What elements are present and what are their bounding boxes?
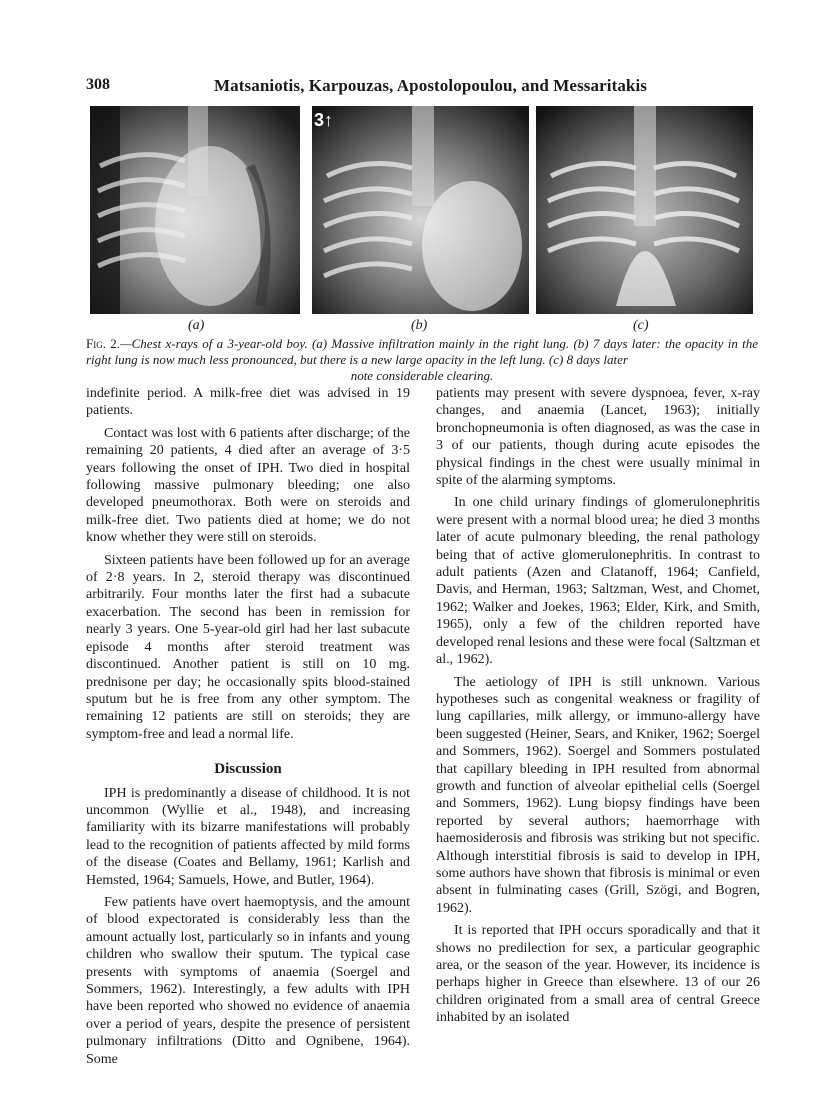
- left-column: [86, 385, 410, 1068]
- paragraph: Sixteen patients have been followed up for an average of 2·8 years. In 2, steroid therapy was discontinued arbitrarily. Four months later the first had a subacute exacerbation. The second has been in remission for nearly 3 years. One 5-year-old girl had her last subacute episode 4 months after steroid treatment was discontinued. Another patient is still on 10 mg. prednisone per day; he occasionally spits blood-stained sputum but he is free from any other symptom. The remaining 12 patients are still on steroids; they are symptom-free and lead a normal life.: [86, 552, 410, 742]
- caption-text-end: note considerable clearing.: [350, 368, 494, 383]
- section-heading: Discussion: [214, 761, 282, 778]
- page-header: [86, 76, 746, 100]
- paragraph: patients may present with severe dyspnoea, fever, x-ray changes, and anaemia (Lancet, 1963); initially bronchopneumonia is often diagnosed, as was the case in 3 of our patients, though during acute episodes the physical findings in the chest were usually minimal in spite of the alarming symptoms.: [436, 386, 760, 489]
- paragraph: In one child urinary findings of glomerulonephritis were present with a normal blood urea; he died 3 months later of acute pulmonary bleeding, the renal pathology being that of active glomerulonephritis. In contrast to adult patients (Azen and Clatanoff, 1964; Canfield, Davis, and Herman, 1963; Saltzman, West, and Chomet, 1962; Walker and Joekes, 1963; Elder, Kirk, and Smith, 1965), only a few of the children reported have developed renal lesions and these were focal (Saltzman et al., 1962).: [436, 495, 760, 668]
- paragraph: Contact was lost with 6 patients after discharge; of the remaining 20 patients, 4 died after an average of 3·5 years following the onset of IPH. Two died in hospital following massive pulmonary bleeding; one also developed pneumothorax. Both were on steroids and milk-free diet. Two patients died at home; we do not know whether they were still on steroids.: [86, 425, 410, 546]
- panel-label-c: (c): [633, 318, 649, 333]
- right-column: [436, 385, 760, 1027]
- xray-panel-b: [312, 106, 529, 314]
- figure-caption: [86, 336, 758, 384]
- panel-label-a: (a): [188, 318, 205, 333]
- paragraph: Few patients have overt haemoptysis, and the amount of blood expectorated is considerably less than the amount actually lost, particularly so in infants and young children who swallow their sputum. The typical case presents with symptoms of anaemia (Soergel and Sommers, 1962). Interestingly, a few adults with IPH have been reported who showed no evidence of anaemia over a period of years, despite the presence of persistent pulmonary infiltrations (Ditto and Ognibene, 1964). Some: [86, 894, 410, 1067]
- paragraph: IPH is predominantly a disease of childhood. It is not uncommon (Wyllie et al., 1948), and increasing familiarity with its bizarre manifestations will probably lead to the recognition of patients affected by mild forms of the disease (Coates and Bellamy, 1961; Karlish and Hemsted, 1964; Samuels, Howe, and Butler, 1964).: [86, 785, 410, 888]
- xray-panel-a: [90, 106, 300, 314]
- running-head: Matsaniotis, Karpouzas, Apostolopoulou, and Messaritakis: [214, 76, 648, 95]
- caption-text: —Chest x-rays of a 3-year-old boy. (a) Massive infiltration mainly in the right lung. (b) 7 days later: the opacity in the right lung is now much less pronounced, but there is a new large opacity in the left lung. (c) 8 days later: [86, 336, 759, 367]
- panel-label-b: (b): [411, 318, 428, 333]
- figure-number: Fig. 2.: [86, 336, 121, 351]
- paragraph: The aetiology of IPH is still unknown. Various hypotheses such as congenital weakness or fragility of lung capillaries, milk allergy, or immuno-allergy have been suggested (Heiner, Sears, and Kniker, 1962; Soergel and Sommers, 1962). Soergel and Sommers postulated that capillary bleeding in IPH resulted from abnormal growth and function of alveolar epithelial cells (Soergel and Sommers, 1962). Lung biopsy findings have been reported by several authors; haemorrhage with haemosiderosis and fibrosis was striking but not specific. Although interstitial fibrosis is said to develop in IPH, some authors have shown that fibrosis is minimal or even absent in fulminating cases (Grill, Szögi, and Bogren, 1962).: [436, 674, 760, 916]
- page-number: 308: [86, 76, 110, 93]
- xray-b-marker: 3↑: [314, 110, 334, 130]
- paragraph: indefinite period. A milk-free diet was advised in 19 patients.: [86, 386, 410, 419]
- paragraph: It is reported that IPH occurs sporadically and that it shows no predilection for sex, a particular geographic area, or the season of the year. However, its incidence is perhaps higher in Greece than elsewhere. 13 of our 26 children originated from a small area of central Greece inhabited by an isolated: [436, 923, 760, 1026]
- xray-panel-c: [536, 106, 753, 314]
